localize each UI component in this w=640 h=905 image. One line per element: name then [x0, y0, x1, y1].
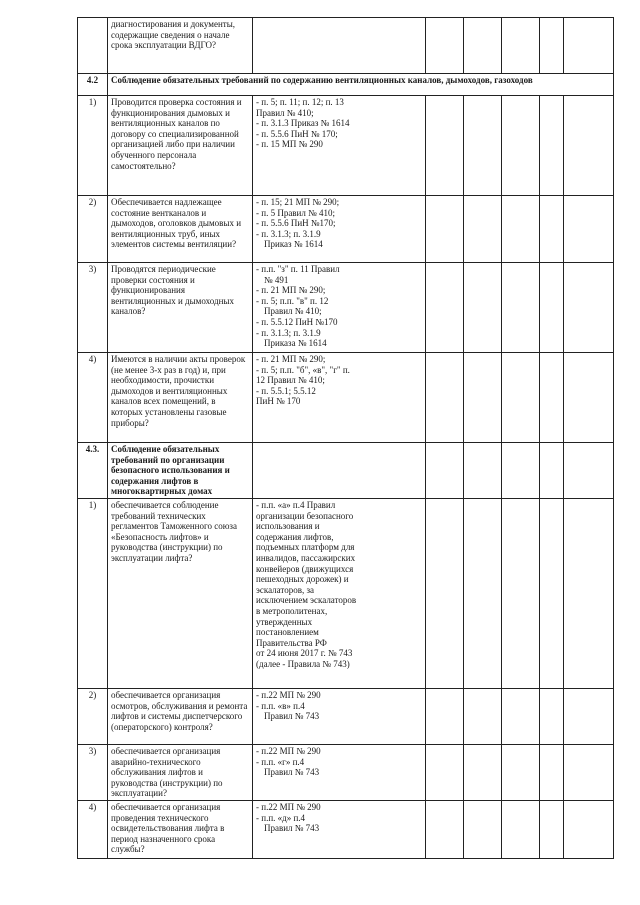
table-row [78, 18, 614, 74]
requirement-ref: - п. 3.1.3 Приказ № 1614 [256, 118, 350, 129]
requirement-ref: - п.п. «г» п.4 [256, 756, 305, 767]
requirement-ref: исключением эскалаторов [256, 595, 357, 606]
answer-cell-yes [426, 688, 464, 744]
requirement-ref: Правительства РФ [256, 637, 327, 648]
requirement-ref: № 491 [264, 274, 289, 285]
requirement-ref: - п. 5.5.1; 5.5.12 [256, 385, 316, 396]
requirement-ref: - п.п. «д» п.4 [256, 812, 306, 823]
requirement-ref: - п.п. «в» п.4 [256, 700, 305, 711]
table-row [78, 353, 614, 443]
requirement-ref: Правил № 410; [256, 107, 314, 118]
answer-cell-narrow [540, 196, 564, 263]
answer-cell-yes [426, 263, 464, 353]
answer-cell-no [464, 443, 502, 499]
requirement-ref: - п.п. «а» п.4 Правил [256, 499, 336, 510]
answer-cell-yes [426, 744, 464, 800]
requirement-ref: постановлением [256, 627, 319, 638]
requirement-ref: утвержденных [256, 616, 313, 627]
answer-cell-na [502, 18, 540, 74]
answer-cell-na [502, 744, 540, 800]
answer-cell-no [464, 96, 502, 196]
answer-cell-no [464, 196, 502, 263]
answer-cell-narrow [540, 353, 564, 443]
question-cell: Имеются в наличии акты проверок (не менее 3-х раз в год) и, при необходимости, прочистки дымоходов и вентиляционных каналов всех помещений, в которых установлены газовые приборы? [108, 353, 253, 443]
requirement-ref: организации безопасного [256, 510, 354, 521]
notes-cell [564, 18, 614, 74]
answer-cell-narrow [540, 800, 564, 858]
requirement-ref: пешеходных дорожек) и [256, 574, 349, 585]
requirement-ref: эскалаторов, за [256, 584, 315, 595]
requirement-ref: инвалидов, пассажирских [256, 552, 356, 563]
answer-cell-yes [426, 443, 464, 499]
notes-cell [564, 688, 614, 744]
requirement-ref: - п. 5.5.12 ПиН №170 [256, 316, 338, 327]
requirement-ref: - п. 5.5.6 ПиН № 170; [256, 128, 338, 139]
item-number: 4) [78, 800, 108, 858]
answer-cell-no [464, 353, 502, 443]
requirement-ref: - п. 15; 21 МП № 290; [256, 197, 340, 207]
requirement-ref: - п.22 МП № 290 [256, 689, 321, 700]
requirement-ref: содержания лифтов, [256, 531, 334, 542]
item-number [78, 18, 108, 74]
section-number: 4.2 [78, 74, 108, 96]
answer-cell-no [464, 498, 502, 688]
requirement-ref: подъемных платформ для [256, 542, 355, 553]
item-number: 1) [78, 498, 108, 688]
answer-cell-yes [426, 800, 464, 858]
requirement-ref: ПиН № 170 [256, 396, 301, 407]
requirement-ref: Правил № 743 [264, 767, 320, 778]
answer-cell-no [464, 800, 502, 858]
item-number: 4) [78, 353, 108, 443]
requirements-cell [253, 744, 426, 800]
item-number: 1) [78, 96, 108, 196]
requirement-ref: - п. 3.1.3; п. 3.1.9 [256, 228, 321, 239]
answer-cell-yes [426, 498, 464, 688]
section-row [78, 443, 614, 499]
requirement-ref: (далее - Правила № 743) [256, 658, 350, 669]
notes-cell [564, 800, 614, 858]
requirements-cell [253, 196, 426, 263]
table-row [78, 744, 614, 800]
notes-cell [564, 96, 614, 196]
requirement-ref: - п. 15 МП № 290 [256, 139, 323, 150]
requirement-ref: - п. 5; п.п. "в" п. 12 [256, 295, 329, 306]
answer-cell-na [502, 96, 540, 196]
requirement-ref: - п. 3.1.3; п. 3.1.9 [256, 327, 321, 338]
requirements-cell [253, 443, 426, 499]
answer-cell-narrow [540, 96, 564, 196]
requirement-ref: - п. 21 МП № 290; [256, 354, 326, 364]
answer-cell-yes [426, 96, 464, 196]
requirements-cell [253, 18, 426, 74]
table-row [78, 688, 614, 744]
table-row [78, 196, 614, 263]
item-number: 3) [78, 744, 108, 800]
answer-cell-na [502, 263, 540, 353]
checklist-table [77, 17, 614, 859]
answer-cell-na [502, 196, 540, 263]
requirement-ref: Правил № 743 [264, 711, 320, 722]
answer-cell-yes [426, 18, 464, 74]
question-cell: обеспечивается организация проведения технического освидетельствования лифта в период назначенного срока службы? [108, 800, 253, 858]
question-cell: Проводятся периодические проверки состояния и функционирования вентиляционных и дымоходных каналов? [108, 263, 253, 353]
notes-cell [564, 498, 614, 688]
answer-cell-narrow [540, 744, 564, 800]
requirements-cell [253, 353, 426, 443]
question-cell: Обеспечивается надлежащее состояние вентканалов и дымоходов, оголовков дымовых и вентиляционных труб, иных элементов системы вентиляции? [108, 196, 253, 263]
requirement-ref: - п. 5.5.6 ПиН №170; [256, 218, 336, 229]
answer-cell-yes [426, 196, 464, 263]
requirement-ref: использования и [256, 521, 320, 532]
answer-cell-na [502, 688, 540, 744]
answer-cell-no [464, 263, 502, 353]
answer-cell-no [464, 18, 502, 74]
answer-cell-no [464, 744, 502, 800]
answer-cell-na [502, 443, 540, 499]
requirement-ref: конвейеров (движущихся [256, 563, 354, 574]
section-row [78, 74, 614, 96]
section-title: Соблюдение обязательных требований по организации безопасного использования и содержания лифтов в многоквартирных домах [108, 443, 253, 499]
requirement-ref: от 24 июня 2017 г. № 743 [256, 648, 353, 659]
requirement-ref: в метрополитенах, [256, 605, 328, 616]
requirement-ref: Правил № 743 [264, 823, 320, 834]
requirement-ref: - п.22 МП № 290 [256, 801, 321, 812]
item-number: 2) [78, 688, 108, 744]
section-title: Соблюдение обязательных требований по содержанию вентиляционных каналов, дымоходов, газоходов [108, 74, 614, 96]
notes-cell [564, 353, 614, 443]
requirement-ref: - п.22 МП № 290 [256, 745, 321, 756]
table-row [78, 498, 614, 688]
answer-cell-no [464, 688, 502, 744]
table-row [78, 800, 614, 858]
question-cell: обеспечивается организация осмотров, обслуживания и ремонта лифтов и системы диспетчерского (операторского) контроля? [108, 688, 253, 744]
item-number: 2) [78, 196, 108, 263]
table-row [78, 263, 614, 353]
section-number: 4.3. [78, 443, 108, 499]
notes-cell [564, 196, 614, 263]
question-cell: обеспечивается организация аварийно-технического обслуживания лифтов и руководства (инструкции) по эксплуатации? [108, 744, 253, 800]
requirements-cell [253, 96, 426, 196]
requirement-ref: - п. 21 МП № 290; [256, 285, 326, 296]
notes-cell [564, 263, 614, 353]
requirement-ref: Правил № 410; [264, 306, 322, 317]
requirement-ref: 12 Правил № 410; [256, 375, 325, 386]
answer-cell-narrow [540, 498, 564, 688]
item-number: 3) [78, 263, 108, 353]
question-cell: обеспечивается соблюдение требований технических регламентов Таможенного союза «Безопасность лифтов» и руководства (инструкции) по эксплуатации лифта? [108, 498, 253, 688]
requirement-ref: - п. 5; п. 11; п. 12; п. 13 [256, 97, 344, 107]
question-cell: Проводится проверка состояния и функционирования дымовых и вентиляционных каналов по договору со специализированной организацией либо при наличии обученного персонала самостоятельно? [108, 96, 253, 196]
table-row [78, 96, 614, 196]
answer-cell-yes [426, 353, 464, 443]
answer-cell-na [502, 353, 540, 443]
answer-cell-na [502, 800, 540, 858]
requirement-ref: Приказ № 1614 [264, 239, 323, 250]
requirement-ref: Приказа № 1614 [264, 338, 327, 349]
requirements-cell [253, 688, 426, 744]
requirement-ref: - п. 5 Правил № 410; [256, 207, 335, 218]
requirement-ref: - п.п. "з" п. 11 Правил [256, 264, 340, 274]
question-cell: диагностирования и документы, содержащие сведения о начале срока эксплуатации ВДГО? [108, 18, 253, 74]
answer-cell-narrow [540, 263, 564, 353]
requirements-cell [253, 263, 426, 353]
notes-cell [564, 443, 614, 499]
answer-cell-narrow [540, 443, 564, 499]
requirements-cell [253, 800, 426, 858]
answer-cell-narrow [540, 18, 564, 74]
requirements-cell [253, 498, 426, 688]
requirement-ref: - п. 5; п.п. "б", «в", "г" п. [256, 364, 350, 375]
answer-cell-na [502, 498, 540, 688]
notes-cell [564, 744, 614, 800]
answer-cell-narrow [540, 688, 564, 744]
